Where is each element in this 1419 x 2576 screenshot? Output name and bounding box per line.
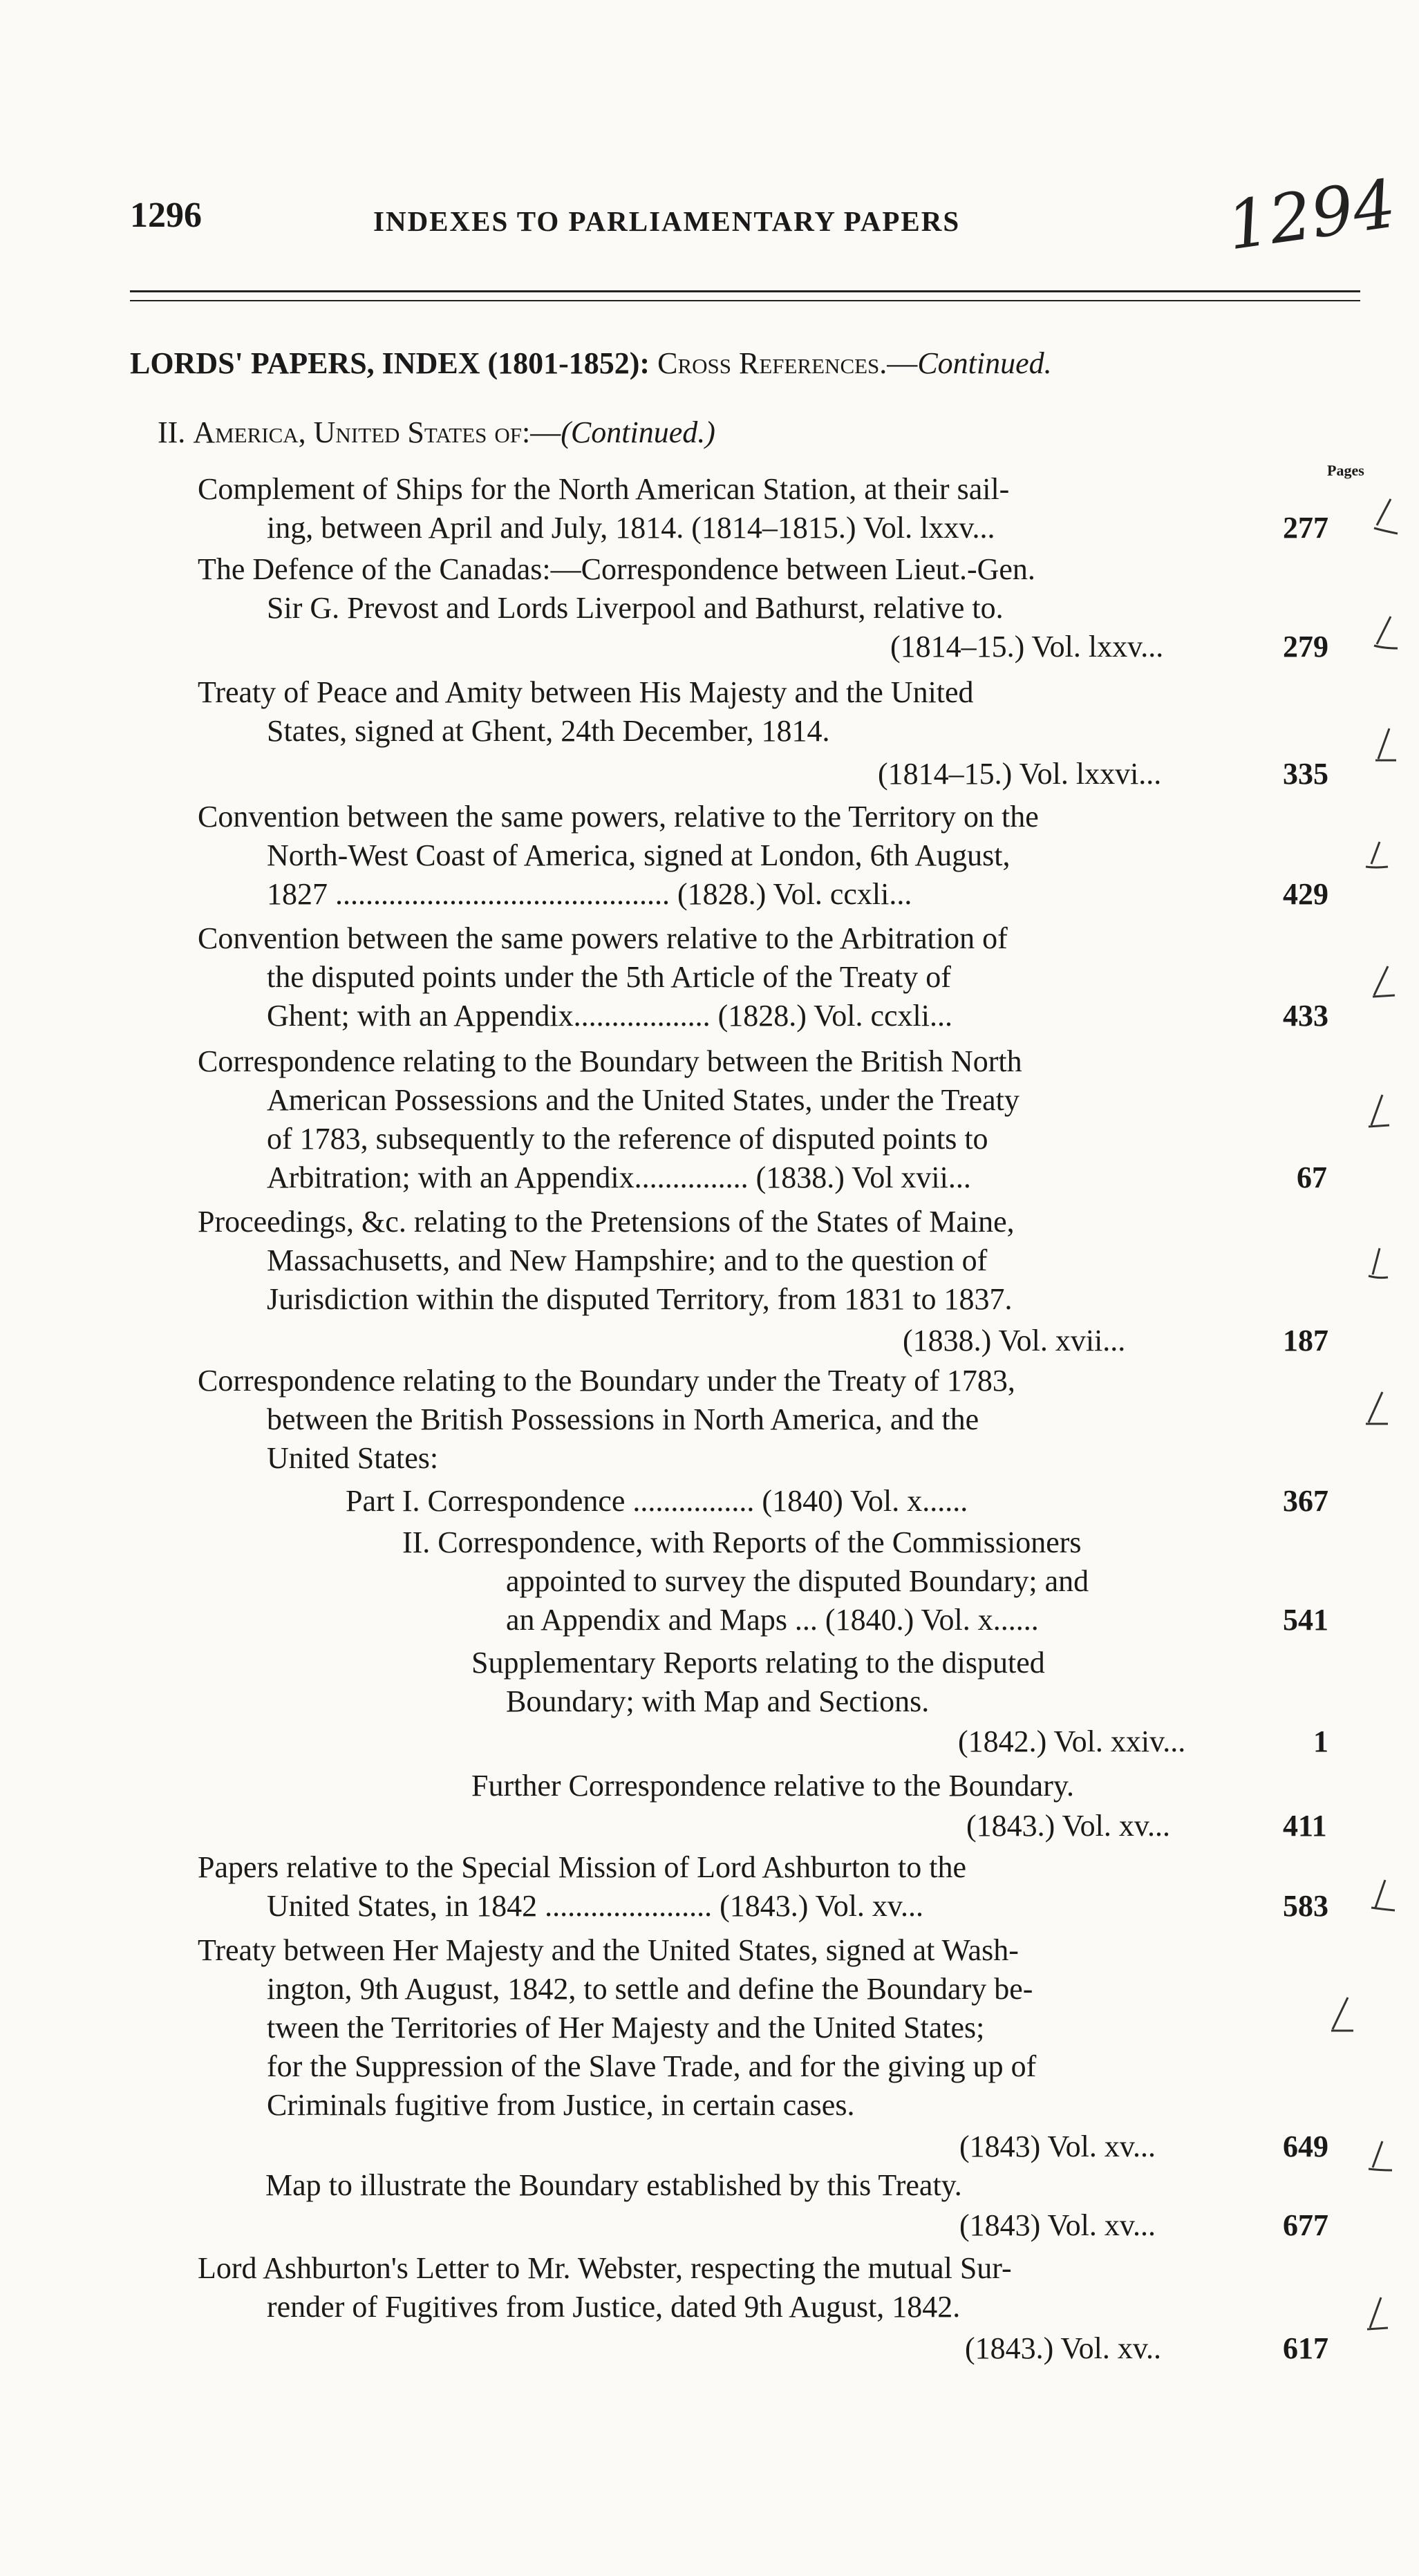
entry-line: Convention between the same powers relative to the Arbitration of (198, 921, 1008, 955)
entry-line: United States, in 1842 ...................... (1843.) Vol. xv... (267, 1889, 924, 1923)
entry-line: American Possessions and the United States, under the Treaty (267, 1083, 1019, 1117)
handwritten-tick-mark (1360, 2295, 1391, 2336)
page-reference: 277 (1283, 511, 1328, 545)
entry-line: (1843.) Vol. xv... (966, 1809, 1170, 1843)
section-title-cross-refs: Cross References.— (657, 346, 918, 380)
header-rule-top (130, 290, 1360, 292)
entry-line: 1827 ............................................ (1828.) Vol. ccxli... (267, 877, 912, 911)
entry-line: Lord Ashburton's Letter to Mr. Webster, respecting the mutual Sur- (198, 2251, 1012, 2285)
handwritten-tick-mark (1360, 1389, 1391, 1431)
page-reference: 649 (1283, 2130, 1328, 2163)
entry-line: (1838.) Vol. xvii... (903, 1324, 1126, 1357)
page-reference: 279 (1283, 630, 1328, 664)
page-reference: 433 (1283, 999, 1328, 1033)
page-reference: 1 (1313, 1724, 1328, 1758)
subsection-roman: II. (158, 415, 186, 449)
entry-line: States, signed at Ghent, 24th December, 1814. (267, 714, 830, 748)
section-title-main: LORDS' PAPERS, INDEX (1801-1852): (130, 346, 650, 380)
entry-line: Correspondence relating to the Boundary between the British North (198, 1044, 1022, 1078)
page-reference: 187 (1283, 1324, 1328, 1357)
page-reference: 583 (1283, 1889, 1328, 1923)
entry-line: Further Correspondence relative to the Boundary. (471, 1769, 1074, 1803)
entry-line: Massachusetts, and New Hampshire; and to the question of (267, 1243, 988, 1277)
entry-line: (1814–15.) Vol. lxxvi... (878, 757, 1162, 791)
entry-line: Supplementary Reports relating to the disputed (471, 1646, 1045, 1680)
entry-line: (1814–15.) Vol. lxxv... (890, 630, 1164, 664)
entry-line: Complement of Ships for the North American Station, at their sail- (198, 472, 1010, 506)
entry-line: Papers relative to the Special Mission of Lord Ashburton to the (198, 1850, 967, 1884)
entry-line: ington, 9th August, 1842, to settle and define the Boundary be- (267, 1972, 1033, 2006)
handwritten-tick-mark (1369, 726, 1399, 767)
entry-line: Jurisdiction within the disputed Territory, from 1831 to 1837. (267, 1282, 1013, 1316)
page-reference: 67 (1297, 1160, 1327, 1194)
handwritten-tick-mark (1362, 1092, 1392, 1134)
page-reference: 411 (1283, 1809, 1327, 1843)
entry-line: Convention between the same powers, relative to the Territory on the (198, 800, 1039, 834)
entry-line: Treaty between Her Majesty and the United States, signed at Wash- (198, 1933, 1019, 1967)
entry-line: between the British Possessions in North America, and the (267, 1402, 979, 1436)
section-title-continued: Continued. (917, 346, 1052, 380)
entry-line: (1843) Vol. xv... (959, 2130, 1156, 2163)
subsection-name: America, United States of:— (193, 415, 561, 449)
handwritten-page-number: 1294 (1222, 164, 1400, 265)
handwritten-tick-mark (1363, 2138, 1393, 2180)
entry-line: Treaty of Peace and Amity between His Majesty and the United (198, 675, 974, 709)
entry-line: (1842.) Vol. xxiv... (958, 1724, 1186, 1758)
subsection-continued: (Continued.) (561, 415, 715, 449)
handwritten-tick-mark (1360, 836, 1391, 878)
entry-line: an Appendix and Maps ... (1840.) Vol. x...... (506, 1603, 1039, 1637)
handwritten-tick-mark (1362, 1244, 1392, 1286)
pages-column-label: Pages (1327, 462, 1364, 479)
subsection-title (158, 415, 715, 450)
running-title: INDEXES TO PARLIAMENTARY PAPERS (373, 205, 961, 237)
entry-line: Ghent; with an Appendix.................. (1828.) Vol. ccxli... (267, 999, 952, 1033)
entry-line: (1843) Vol. xv... (959, 2208, 1156, 2242)
handwritten-tick-mark (1366, 963, 1396, 1005)
entry-line: tween the Territories of Her Majesty and the United States; (267, 2011, 985, 2044)
entry-line: Map to illustrate the Boundary established by this Treaty. (265, 2168, 962, 2202)
entry-line: II. Correspondence, with Reports of the Commissioners (402, 1525, 1082, 1559)
handwritten-tick-mark (1369, 614, 1399, 655)
entry-line: of 1783, subsequently to the reference of disputed points to (267, 1122, 988, 1156)
page-reference: 617 (1283, 2331, 1328, 2365)
handwritten-tick-mark (1370, 496, 1400, 538)
section-title (130, 346, 1052, 381)
entry-line: Criminals fugitive from Justice, in certain cases. (267, 2088, 855, 2122)
entry-line: Proceedings, &c. relating to the Pretensions of the States of Maine, (198, 1205, 1015, 1239)
page-reference: 677 (1283, 2208, 1328, 2242)
entry-line: North-West Coast of America, signed at London, 6th August, (267, 838, 1011, 872)
page-reference: 367 (1283, 1484, 1328, 1518)
entry-line: appointed to survey the disputed Boundary; and (506, 1564, 1089, 1598)
entry-line: the disputed points under the 5th Article of the Treaty of (267, 960, 951, 994)
entry-line: The Defence of the Canadas:—Correspondence between Lieut.-Gen. (198, 552, 1035, 586)
handwritten-tick-mark (1366, 1877, 1396, 1919)
entry-line: (1843.) Vol. xv.. (965, 2331, 1161, 2365)
entry-line: Correspondence relating to the Boundary under the Treaty of 1783, (198, 1364, 1015, 1398)
entry-line: United States: (267, 1441, 439, 1475)
entry-line: for the Suppression of the Slave Trade, and for the giving up of (267, 2049, 1037, 2083)
entry-line: Sir G. Prevost and Lords Liverpool and Bathurst, relative to. (267, 591, 1004, 625)
entry-line: render of Fugitives from Justice, dated 9th August, 1842. (267, 2290, 961, 2324)
entry-line: Arbitration; with an Appendix............... (1838.) Vol xvii... (267, 1160, 971, 1194)
entry-line: Boundary; with Map and Sections. (506, 1684, 930, 1718)
handwritten-tick-mark (1324, 1995, 1355, 2036)
header-rule-bottom (130, 300, 1360, 301)
page-reference: 335 (1283, 757, 1328, 791)
page-number: 1296 (130, 196, 202, 235)
page-reference: 541 (1283, 1603, 1328, 1637)
entry-line: Part I. Correspondence ................ (1840) Vol. x...... (346, 1484, 968, 1518)
entry-line: ing, between April and July, 1814. (1814–1815.) Vol. lxxv... (267, 511, 995, 545)
page-reference: 429 (1283, 877, 1328, 911)
